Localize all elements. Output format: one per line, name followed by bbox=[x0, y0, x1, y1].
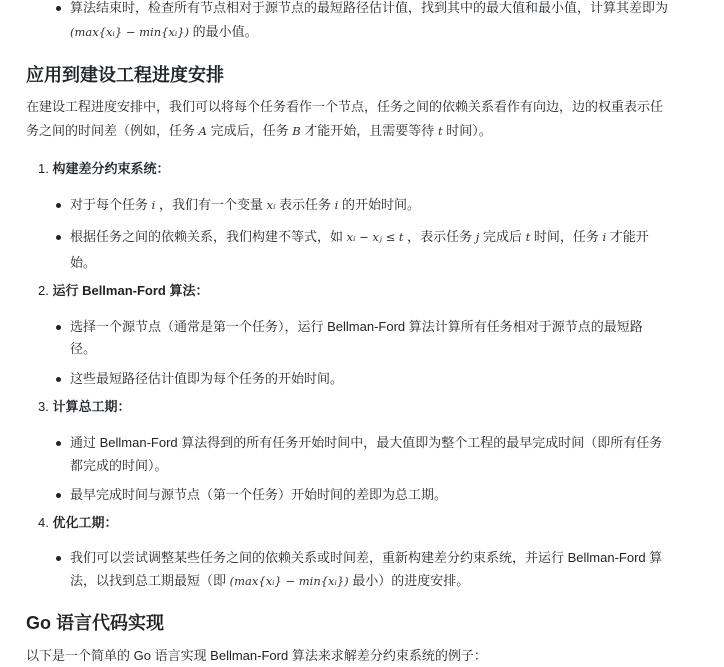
math-var: i bbox=[151, 198, 156, 212]
intro-bullet-tail: 的最小值。 bbox=[192, 24, 258, 39]
paragraph-text: 以下是一个简单的 Go 语言实现 Bellman-Ford 算法来求解差分约束系统的例子： bbox=[26, 648, 487, 663]
step-colon: ： bbox=[117, 399, 131, 414]
step-title: 构建差分约束系统 bbox=[52, 161, 157, 176]
bullet-text: 径。 bbox=[70, 341, 97, 356]
step2-bullet1 bbox=[70, 316, 695, 338]
step1-bullet2 bbox=[70, 226, 695, 248]
step2-bullet1-line2 bbox=[70, 338, 695, 360]
paragraph-text: 才能开始，且需要等待 bbox=[304, 123, 435, 138]
math-expr: xᵢ − xⱼ ≤ t bbox=[346, 230, 404, 244]
step-colon: ： bbox=[104, 515, 118, 530]
step-title: 运行 Bellman-Ford 算法 bbox=[52, 283, 196, 298]
section1-paragraph-line1 bbox=[26, 96, 702, 118]
step3-bullet1-line2 bbox=[70, 455, 695, 477]
step-title: 计算总工期 bbox=[52, 399, 118, 414]
intro-bullet-item bbox=[70, 0, 695, 19]
math-var: xᵢ bbox=[266, 198, 276, 212]
bullet-text: 时间，任务 bbox=[533, 229, 599, 244]
bullet-text: 法，以找到总工期最短（即 bbox=[70, 573, 227, 588]
bullet-text: 表示任务 bbox=[279, 197, 332, 212]
bullet-text: 通过 Bellman-Ford 算法得到的所有任务开始时间中，最大值即为整个工程的最早完成时间（即所有任务 bbox=[70, 435, 663, 450]
bullet-text: 最小）的进度安排。 bbox=[352, 573, 470, 588]
math-var: i bbox=[334, 198, 339, 212]
bullet-text: ，我们有一个变量 bbox=[158, 197, 263, 212]
section1-paragraph-line2 bbox=[26, 120, 702, 142]
list-number: 2. bbox=[38, 283, 49, 298]
bullet-text: 根据任务之间的依赖关系，我们构建不等式，如 bbox=[70, 229, 344, 244]
bullet-text: 才能开 bbox=[609, 229, 649, 244]
bullet-text: 对于每个任务 bbox=[70, 197, 149, 212]
bullet-dot bbox=[56, 325, 61, 330]
paragraph-text: 时间）。 bbox=[446, 123, 492, 138]
bullet-text: 选择一个源节点（通常是第一个任务），运行 Bellman-Ford 算法计算所有任务相对于源节点的最短路 bbox=[70, 319, 643, 334]
bullet-dot bbox=[56, 377, 61, 382]
bullet-dot bbox=[56, 493, 61, 498]
step4-bullet1 bbox=[70, 547, 695, 569]
math-var: i bbox=[602, 230, 607, 244]
list-number: 1. bbox=[38, 161, 49, 176]
bullet-text: 完成后 bbox=[482, 229, 522, 244]
bullet-text: 始。 bbox=[70, 255, 97, 270]
intro-bullet-math: (max{xᵢ} − min{xᵢ}) bbox=[70, 25, 190, 39]
ordered-item-2 bbox=[38, 280, 209, 302]
math-var: A bbox=[198, 124, 207, 138]
section-heading-schedule: 应用到建设工程进度安排 bbox=[26, 65, 224, 85]
bullet-text: 最早完成时间与源节点（第一个任务）开始时间的差即为总工期。 bbox=[70, 487, 448, 502]
step3-bullet2 bbox=[70, 484, 695, 506]
bullet-text: 都完成的时间）。 bbox=[70, 458, 168, 473]
math-var: B bbox=[292, 124, 301, 138]
bullet-dot bbox=[56, 441, 61, 446]
paragraph-text: 在建设工程进度安排中，我们可以将每个任务看作一个节点，任务之间的依赖关系看作有向边，边的权重表示任 bbox=[26, 99, 664, 114]
math-var: t bbox=[525, 230, 531, 244]
bullet-text: ，表示任务 bbox=[407, 229, 473, 244]
section-heading-go-code: Go 语言代码实现 bbox=[26, 613, 164, 633]
paragraph-text: 完成后，任务 bbox=[210, 123, 289, 138]
ordered-item-4 bbox=[38, 512, 118, 534]
step1-bullet1 bbox=[70, 194, 695, 216]
bullet-dot bbox=[56, 203, 61, 208]
list-number: 4. bbox=[38, 515, 49, 530]
step-colon: ： bbox=[156, 161, 170, 176]
step-title: 优化工期 bbox=[52, 515, 105, 530]
bullet-dot bbox=[56, 235, 61, 240]
step-colon: ： bbox=[195, 283, 209, 298]
bullet-dot bbox=[56, 556, 61, 561]
bullet-dot bbox=[56, 6, 61, 11]
intro-bullet-line2 bbox=[70, 21, 695, 43]
intro-bullet-text: 算法结束时，检查所有节点相对于源节点的最短路径估计值，找到其中的最大值和最小值，计算其差即为 bbox=[70, 0, 669, 15]
bullet-text: 我们可以尝试调整某些任务之间的依赖关系或时间差，重新构建差分约束系统，并运行 Bellman-Ford 算 bbox=[70, 550, 663, 565]
step4-bullet1-line2 bbox=[70, 570, 695, 592]
ordered-item-3 bbox=[38, 396, 131, 418]
math-var: j bbox=[475, 230, 480, 244]
step1-bullet2-line2 bbox=[70, 252, 695, 274]
math-var: t bbox=[437, 124, 443, 138]
step2-bullet2 bbox=[70, 368, 695, 390]
step3-bullet1 bbox=[70, 432, 695, 454]
list-number: 3. bbox=[38, 399, 49, 414]
section2-paragraph bbox=[26, 645, 702, 667]
ordered-item-1 bbox=[38, 158, 170, 180]
bullet-text: 这些最短路径估计值即为每个任务的开始时间。 bbox=[70, 371, 344, 386]
math-expr: (max{xᵢ} − min{xᵢ}) bbox=[229, 574, 349, 588]
paragraph-text: 务之间的时间差（例如，任务 bbox=[26, 123, 196, 138]
bullet-text: 的开始时间。 bbox=[341, 197, 420, 212]
